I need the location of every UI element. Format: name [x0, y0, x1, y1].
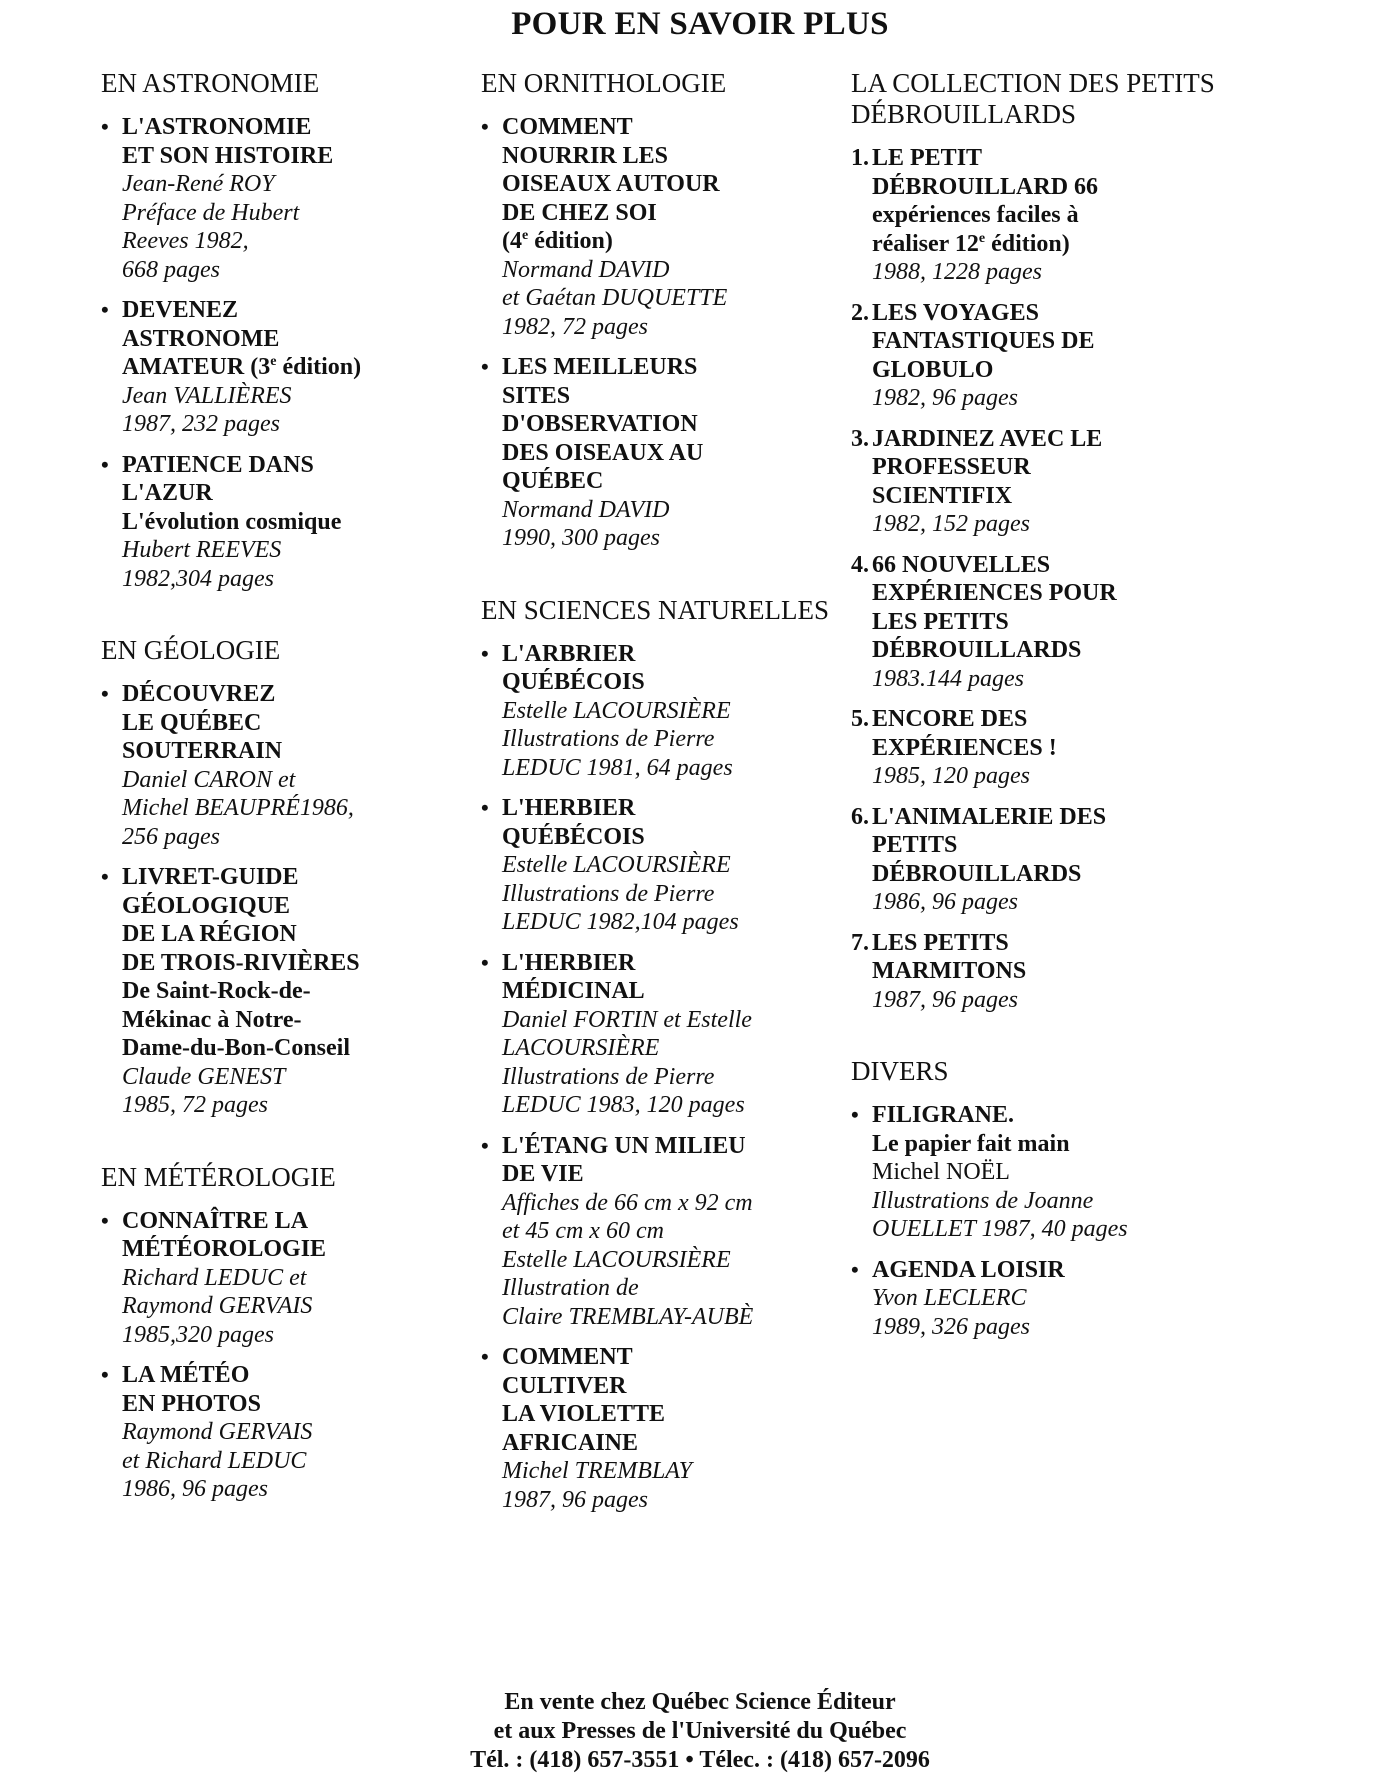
entry-line: L'ANIMALERIE DES	[872, 803, 1107, 830]
entry-line: Préface de Hubert	[122, 199, 300, 226]
book-entry	[851, 299, 1231, 413]
entry-line: EN PHOTOS	[122, 1390, 261, 1417]
entry-line: DES OISEAUX AU	[502, 439, 704, 466]
section-heading: EN ASTRONOMIE	[101, 68, 320, 98]
entry-line: Illustrations de Pierre	[502, 726, 715, 752]
section	[101, 635, 461, 1120]
book-entry	[101, 1361, 461, 1504]
entry-line: 1982, 72 pages	[502, 313, 648, 340]
footer	[0, 1688, 1400, 1775]
bullet-icon: •	[101, 1207, 109, 1233]
book-entry	[851, 1101, 1231, 1244]
bullet-icon: •	[481, 795, 489, 820]
book-entry	[851, 144, 1231, 287]
entry-line: Michel TREMBLAY	[502, 1458, 692, 1484]
entry-line: GÉOLOGIQUE	[122, 892, 291, 919]
section-heading: LA COLLECTION DES PETITS DÉBROUILLARDS	[851, 68, 1215, 129]
book-entry	[481, 949, 841, 1120]
entry-line: DÉCOUVREZ	[122, 681, 276, 707]
book-entry	[851, 425, 1231, 539]
bullet-icon: •	[101, 297, 109, 322]
entry-line: 1986, 96 pages	[122, 1476, 268, 1502]
book-entry	[851, 705, 1231, 791]
entry-line: SITES	[502, 382, 571, 409]
entry-line: expériences faciles à	[872, 202, 1079, 228]
entry-line: L'ASTRONOMIE	[122, 114, 312, 140]
bullet-icon: •	[481, 949, 489, 975]
page-title: POUR EN SAVOIR PLUS	[511, 6, 889, 42]
entry-line: et 45 cm x 60 cm	[502, 1218, 664, 1244]
entry-number: 6.	[851, 803, 869, 830]
entry-line: DE VIE	[502, 1161, 584, 1187]
entry-line: MÉTÉOROLOGIE	[122, 1236, 327, 1262]
entry-line: Estelle LACOURSIÈRE	[502, 852, 731, 878]
column-3	[851, 68, 1231, 1383]
entry-line: 1983.144 pages	[872, 665, 1024, 692]
entry-line: LA VIOLETTE	[502, 1401, 665, 1427]
entry-line: MÉDICINAL	[502, 978, 645, 1004]
entry-line: Illustrations de Pierre	[502, 1063, 715, 1090]
bullet-icon: •	[851, 1102, 859, 1127]
entry-line: 1982, 152 pages	[872, 511, 1030, 537]
entry-line: LA MÉTÉO	[122, 1362, 250, 1388]
entry-line: 66 NOUVELLES	[872, 551, 1051, 578]
footer-line-1: En vente chez Québec Science Éditeur	[504, 1689, 896, 1715]
section	[481, 595, 841, 1515]
book-entry	[481, 113, 841, 341]
entry-line: L'AZUR	[122, 480, 213, 506]
entry-line: 1990, 300 pages	[502, 525, 660, 551]
entry-line: LES PETITS	[872, 929, 1009, 956]
bullet-icon: •	[481, 640, 489, 666]
entry-line: L'ARBRIER	[502, 640, 636, 667]
entry-line: DEVENEZ	[122, 297, 239, 323]
entry-line: Illustration de	[502, 1275, 639, 1301]
bullet-icon: •	[481, 114, 489, 139]
entry-line: LES PETITS	[872, 608, 1009, 635]
section-heading: EN ORNITHOLOGIE	[481, 68, 727, 98]
entry-line: SCIENTIFIX	[872, 482, 1013, 509]
entry-line: 1988, 1228 pages	[872, 259, 1042, 285]
book-entry	[481, 353, 841, 553]
entry-line: LEDUC 1983, 120 pages	[502, 1092, 745, 1118]
entry-line: Estelle LACOURSIÈRE	[502, 697, 731, 724]
entry-line: Illustrations de Pierre	[502, 880, 715, 907]
entry-line: DE CHEZ SOI	[502, 199, 657, 226]
entry-line: QUÉBEC	[502, 468, 604, 494]
entry-line: LEDUC 1982,104 pages	[502, 909, 739, 935]
entry-line: 1987, 96 pages	[502, 1486, 648, 1513]
entry-line: SOUTERRAIN	[122, 738, 283, 764]
entry-line: DÉBROUILLARDS	[872, 860, 1082, 887]
entry-line: 1985, 72 pages	[122, 1092, 268, 1118]
entry-line: Normand DAVID	[502, 256, 670, 283]
bullet-icon: •	[101, 114, 109, 139]
entry-line: L'HERBIER	[502, 949, 636, 976]
entry-line: CULTIVER	[502, 1372, 627, 1399]
entry-line: NOURRIR LES	[502, 142, 669, 169]
entry-line: réaliser 12e édition)	[872, 230, 1070, 257]
entry-line: Daniel FORTIN et Estelle	[502, 1006, 752, 1033]
entry-line: 1986, 96 pages	[872, 889, 1018, 915]
entry-line: Normand DAVID	[502, 496, 670, 523]
entry-line: DE LA RÉGION	[122, 921, 297, 947]
section-heading: EN GÉOLOGIE	[101, 635, 281, 665]
book-entry	[101, 1207, 461, 1350]
entry-line: Claude GENEST	[122, 1063, 286, 1090]
bullet-icon: •	[101, 864, 109, 889]
entry-line: L'évolution cosmique	[122, 508, 342, 535]
entry-line: LIVRET-GUIDE	[122, 864, 299, 890]
entry-line: PETITS	[872, 832, 958, 858]
entry-line: Michel BEAUPRÉ1986,	[122, 795, 354, 821]
bullet-icon: •	[481, 1344, 489, 1369]
entry-line: et Gaétan DUQUETTE	[502, 285, 728, 311]
entry-line: PATIENCE DANS	[122, 451, 314, 478]
entry-line: Hubert REEVES	[122, 537, 282, 563]
section-heading: DIVERS	[851, 1056, 949, 1086]
entry-line: 256 pages	[122, 823, 220, 850]
entry-number: 2.	[851, 299, 869, 326]
entry-line: Raymond GERVAIS	[122, 1419, 313, 1445]
entry-line: Michel NOËL	[872, 1159, 1010, 1185]
entry-line: FANTASTIQUES DE	[872, 328, 1095, 354]
entry-line: MARMITONS	[872, 958, 1027, 984]
entry-line: GLOBULO	[872, 356, 994, 383]
entry-line: 1987, 96 pages	[872, 986, 1018, 1013]
book-entry	[851, 929, 1231, 1015]
entry-line: Dame-du-Bon-Conseil	[122, 1035, 351, 1061]
entry-line: 668 pages	[122, 256, 220, 283]
entry-line: AFRICAINE	[502, 1429, 639, 1456]
entry-line: Raymond GERVAIS	[122, 1293, 313, 1319]
entry-line: LACOURSIÈRE	[502, 1035, 660, 1061]
entry-line: AGENDA LOISIR	[872, 1256, 1065, 1283]
entry-line: L'HERBIER	[502, 795, 636, 821]
footer-line-3: Tél. : (418) 657-3551 • Télec. : (418) 657-2096	[470, 1747, 930, 1773]
entry-line: COMMENT	[502, 1344, 633, 1370]
column-2	[481, 68, 841, 1556]
entry-line: L'ÉTANG UN MILIEU	[502, 1132, 746, 1159]
entry-line: JARDINEZ AVEC LE	[872, 425, 1103, 452]
section	[101, 68, 461, 593]
entry-line: EXPÉRIENCES POUR	[872, 580, 1117, 606]
entry-line: 1985,320 pages	[122, 1321, 274, 1348]
book-entry	[851, 551, 1231, 694]
entry-number: 7.	[851, 929, 869, 956]
entry-line: FILIGRANE.	[872, 1102, 1015, 1128]
bullet-icon: •	[101, 1362, 109, 1387]
entry-line: ASTRONOME	[122, 325, 280, 352]
bullet-icon: •	[101, 451, 109, 477]
entry-line: 1982, 96 pages	[872, 385, 1018, 411]
entry-line: Richard LEDUC et	[122, 1264, 307, 1291]
book-entry	[101, 451, 461, 594]
book-entry	[481, 1343, 841, 1514]
entry-line: QUÉBÉCOIS	[502, 823, 645, 850]
entry-line: Estelle LACOURSIÈRE	[502, 1246, 731, 1273]
book-entry	[481, 794, 841, 937]
entry-line: Illustrations de Joanne	[872, 1187, 1094, 1214]
section	[851, 68, 1231, 1014]
entry-line: (4e édition)	[502, 228, 613, 254]
book-entry	[851, 1256, 1231, 1342]
entry-line: De Saint-Rock-de-	[122, 978, 311, 1004]
book-entry	[851, 803, 1231, 917]
bullet-icon: •	[101, 681, 109, 706]
entry-line: D'OBSERVATION	[502, 411, 698, 437]
column-1	[101, 68, 461, 1546]
book-entry	[101, 113, 461, 284]
book-entry	[101, 296, 461, 439]
entry-line: 1989, 326 pages	[872, 1313, 1030, 1340]
book-entry	[481, 640, 841, 783]
entry-line: 1987, 232 pages	[122, 411, 280, 437]
entry-line: Daniel CARON et	[122, 766, 296, 793]
entry-line: LES MEILLEURS	[502, 354, 698, 380]
bullet-icon: •	[481, 1132, 489, 1158]
book-entry	[101, 680, 461, 851]
footer-line-2: et aux Presses de l'Université du Québec	[493, 1718, 907, 1744]
entry-line: Yvon LECLERC	[872, 1285, 1027, 1311]
entry-line: OISEAUX AUTOUR	[502, 171, 720, 197]
entry-line: et Richard LEDUC	[122, 1447, 307, 1474]
entry-line: LE QUÉBEC	[122, 709, 262, 736]
entry-line: ENCORE DES	[872, 706, 1028, 732]
entry-line: COMMENT	[502, 114, 633, 140]
entry-line: EXPÉRIENCES !	[872, 734, 1057, 761]
entry-line: OUELLET 1987, 40 pages	[872, 1216, 1128, 1242]
entry-line: PROFESSEUR	[872, 454, 1031, 480]
entry-line: AMATEUR (3e édition)	[122, 354, 362, 380]
entry-line: ET SON HISTOIRE	[122, 142, 334, 169]
entry-number: 4.	[851, 551, 869, 578]
book-entry	[101, 863, 461, 1120]
entry-line: Claire TREMBLAY-AUBÈ	[502, 1303, 754, 1330]
entry-line: Affiches de 66 cm x 92 cm	[502, 1189, 753, 1216]
entry-line: 1985, 120 pages	[872, 763, 1030, 789]
entry-line: LEDUC 1981, 64 pages	[502, 754, 733, 781]
section-heading: EN SCIENCES NATURELLES	[481, 594, 830, 625]
entry-number: 5.	[851, 706, 869, 732]
section	[851, 1056, 1231, 1341]
bullet-icon: •	[851, 1256, 859, 1282]
entry-line: CONNAÎTRE LA	[122, 1207, 309, 1234]
section	[481, 68, 841, 553]
entry-line: QUÉBÉCOIS	[502, 669, 645, 695]
entry-line: DE TROIS-RIVIÈRES	[122, 949, 360, 976]
entry-line: LES VOYAGES	[872, 299, 1039, 326]
entry-number: 1.	[851, 145, 869, 171]
entry-line: DÉBROUILLARDS	[872, 637, 1082, 663]
bullet-icon: •	[481, 354, 489, 379]
entry-line: 1982,304 pages	[122, 565, 274, 592]
entry-line: Reeves 1982,	[122, 228, 249, 254]
entry-line: Jean-René ROY	[122, 171, 275, 197]
entry-line: Mékinac à Notre-	[122, 1006, 302, 1033]
entry-line: Jean VALLIÈRES	[122, 382, 292, 409]
entry-line: Le papier fait main	[872, 1130, 1070, 1157]
entry-line: LE PETIT	[872, 145, 983, 171]
entry-number: 3.	[851, 425, 869, 452]
entry-line: DÉBROUILLARD 66	[872, 173, 1099, 200]
section-heading: EN MÉTÉROLOGIE	[101, 1161, 336, 1192]
book-entry	[481, 1132, 841, 1332]
section	[101, 1162, 461, 1504]
